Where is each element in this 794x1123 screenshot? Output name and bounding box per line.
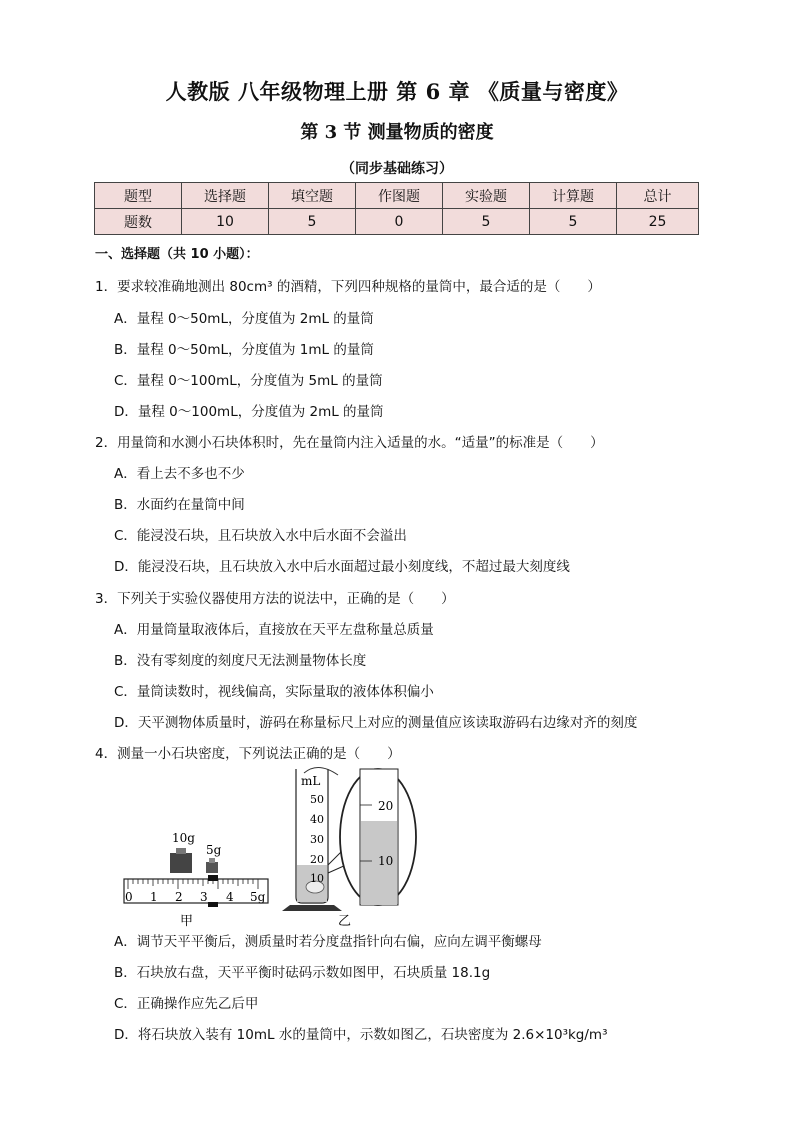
weight-5g [206,862,218,873]
question-4-option-c: C．正确操作应先乙后甲 [114,996,259,1012]
scale-label: 5g [250,890,266,904]
weight-10g-label: 10g [172,831,195,845]
table-cell: 5 [530,209,617,235]
scale-label: 2 [175,890,183,904]
weight-10g [170,853,192,873]
scale-label: 0 [125,890,133,904]
question-3-stem: 3．下列关于实验仪器使用方法的说法中，正确的是（ ） [95,591,455,607]
table-cell: 计算题 [530,183,617,209]
question-1-option-b: B．量程 0～50mL，分度值为 1mL 的量筒 [114,342,374,358]
cylinder-label: 40 [310,813,324,826]
table-cell: 总计 [617,183,699,209]
table-cell: 选择题 [182,183,269,209]
cylinder-label: 10 [310,872,324,885]
question-2-option-a: A．看上去不多也不少 [114,466,245,482]
question-2-option-b: B．水面约在量筒中间 [114,497,245,513]
question-4-option-d: D．将石块放入装有 10mL 水的量筒中，示数如图乙，石块密度为 2.6×10³kg/m³ [114,1027,608,1043]
question-2-option-d: D．能浸没石块，且石块放入水中后水面超过最小刻度线，不超过最大刻度线 [114,559,570,575]
cylinder-label: 20 [310,853,324,866]
question-1-option-c: C．量程 0～100mL，分度值为 5mL 的量筒 [114,373,383,389]
cylinder-label: 30 [310,833,324,846]
table-cell: 25 [617,209,699,235]
cylinder-unit: mL [301,774,321,788]
question-3-option-a: A．用量筒量取液体后，直接放在天平左盘称量总质量 [114,622,434,638]
zoom-label: 10 [378,854,394,868]
question-3-option-c: C．量筒读数时，视线偏高，实际量取的液体体积偏小 [114,684,434,700]
question-2-option-c: C．能浸没石块，且石块放入水中后水面不会溢出 [114,528,407,544]
table-cell: 作图题 [356,183,443,209]
table-cell: 题型 [95,183,182,209]
weight-5g-knob [209,858,215,863]
question-3-option-d: D．天平测物体质量时，游码在称量标尺上对应的测量值应该读取游码右边缘对齐的刻度 [114,715,638,731]
rider-top [208,875,218,881]
question-2-stem: 2．用量筒和水测小石块体积时，先在量筒内注入适量的水。“适量”的标准是（ ） [95,435,604,451]
cylinder-base [282,905,342,911]
scale-label: 3 [200,890,208,904]
question-4-stem: 4．测量一小石块密度，下列说法正确的是（ ） [95,746,401,762]
figure-label-yi: 乙 [338,914,352,929]
table-cell: 实验题 [443,183,530,209]
practice-label: （同步基础练习） [341,161,453,177]
table-cell: 5 [443,209,530,235]
question-1-stem: 1．要求较准确地测出 80cm³ 的酒精，下列四种规格的量筒中，最合适的是（ ） [95,279,601,295]
zoom-label: 20 [378,799,394,813]
weight-10g-knob [176,848,186,854]
table-cell: 填空题 [269,183,356,209]
figure-label-jia: 甲 [180,914,194,929]
table-cell: 0 [356,209,443,235]
weight-5g-label: 5g [206,843,222,857]
question-summary-table [94,182,699,235]
question-3-option-b: B．没有零刻度的刻度尺无法测量物体长度 [114,653,367,669]
question-1-option-d: D．量程 0～100mL，分度值为 2mL 的量筒 [114,404,384,420]
question-4-option-b: B．石块放右盘，天平平衡时砝码示数如图甲，石块质量 18.1g [114,965,491,981]
rider-bottom [208,902,218,907]
question-4-figure [118,765,448,930]
scale-label: 4 [226,890,234,904]
table-row [95,209,699,235]
table-row [95,183,699,209]
section-heading: 一、选择题（共 10 小题）： [95,247,259,262]
cylinder-label: 50 [310,793,324,806]
question-4-option-a: A．调节天平平衡后，测质量时若分度盘指针向右偏，应向左调平衡螺母 [114,934,542,950]
page-title: 人教版 八年级物理上册 第 6 章 《质量与密度》 [165,79,629,104]
table-cell: 10 [182,209,269,235]
section-subtitle: 第 3 节 测量物质的密度 [300,122,494,143]
table-cell: 题数 [95,209,182,235]
cylinder-tick-labels [310,793,324,885]
scale-label: 1 [150,890,158,904]
table-cell: 5 [269,209,356,235]
question-1-option-a: A．量程 0～50mL，分度值为 2mL 的量筒 [114,311,374,327]
balance-scale-bar [124,879,268,903]
